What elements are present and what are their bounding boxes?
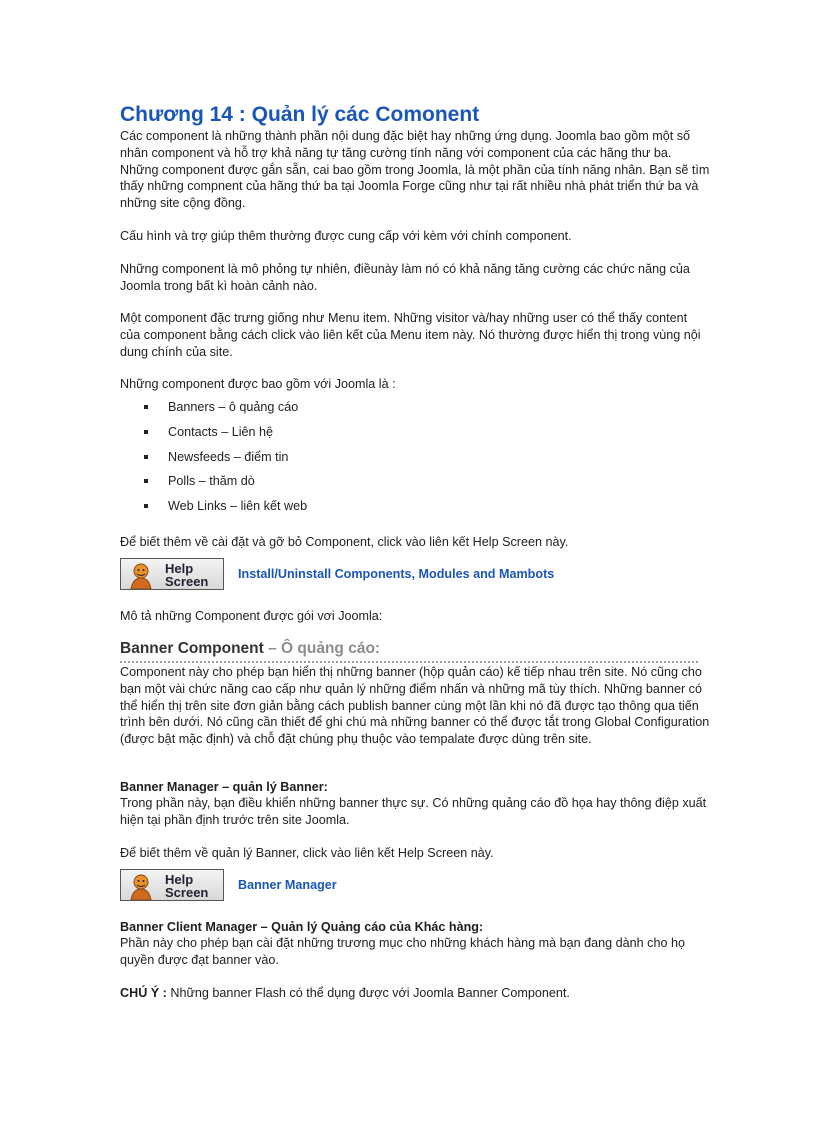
note-text: Những banner Flash có thể dụng được với Joomla Banner Component. bbox=[166, 986, 570, 1000]
list-item bbox=[120, 498, 710, 523]
describe-paragraph: Mô tả những Component được gói vơi Joomla: bbox=[120, 609, 383, 623]
bullet-icon bbox=[144, 430, 148, 434]
note-label: CHÚ Ý : bbox=[120, 986, 167, 1000]
banner-client-body: Phần này cho phép bạn cài đặt những trương mục cho những khách hàng mà bạn đang dành cho họ quyền được đạt banner vào. bbox=[120, 936, 685, 967]
help-screen-row-install bbox=[120, 558, 710, 592]
list-item-label: Web Links – liên kết web bbox=[168, 499, 308, 514]
list-item bbox=[120, 473, 710, 498]
chapter-title: Chương 14 : Quản lý các Comonent bbox=[120, 103, 480, 126]
install-paragraph: Để biết thêm về cài đặt và gỡ bỏ Component, click vào liên kết Help Screen này. bbox=[120, 535, 569, 549]
component-list bbox=[120, 399, 710, 523]
list-item-label: Polls – thăm dò bbox=[168, 474, 255, 489]
help-screen-row-banner bbox=[120, 869, 710, 903]
list-item-label: Banners – ô quảng cáo bbox=[168, 400, 299, 414]
banner-client-heading: Banner Client Manager – Quản lý Quảng cáo của Khác hàng: bbox=[120, 920, 484, 934]
help-person-icon bbox=[127, 561, 155, 589]
list-item bbox=[120, 449, 710, 474]
list-item-label: Contacts – Liên hệ bbox=[168, 424, 274, 439]
list-item bbox=[120, 424, 710, 449]
bullet-icon bbox=[144, 479, 148, 483]
help-screen-label: Help Screen bbox=[165, 872, 209, 900]
install-uninstall-link[interactable]: Install/Uninstall Components, Modules and Mambots bbox=[238, 567, 555, 581]
banner-component-body: Component này cho phép bạn hiển thị những banner (hộp quản cáo) kế tiếp nhau trên site. Nó cũng cho bạn một vài chức năng cao cấp như quản lý những điểm nhấn và những mã tùy thích. Những banner có thể hiển thị trên site đơn giản bằng cách publish banner cùng một lần khi nó đã được tạo thông qua tiến trình bên dưới. Nó cũng cần thiết để ghi chú mà những banner có thể được tắt trong Global Configuration (được bật mặc định) và chỗ đặt chúng phụ thuộc vào tempalate được dùng trên site. bbox=[120, 665, 710, 747]
menu-item-paragraph: Một component đặc trưng giống như Menu item. Những visitor và/hay những user có thể thấy content của component bằng cách click vào liên kết của Menu item này. Nó thường được hiển thị trong vùng nội dung chính của site. bbox=[120, 311, 701, 359]
banner-manager-link[interactable]: Banner Manager bbox=[238, 878, 337, 892]
banner-manager-more: Để biết thêm về quản lý Banner, click vào liên kết Help Screen này. bbox=[120, 846, 494, 860]
bullet-icon bbox=[144, 455, 148, 459]
list-item bbox=[120, 399, 710, 424]
help-screen-label: Help Screen bbox=[165, 561, 209, 589]
banner-manager-heading: Banner Manager – quản lý Banner: bbox=[120, 780, 328, 794]
config-paragraph: Cấu hình và trợ giúp thêm thường được cung cấp với kèm với chính component. bbox=[120, 229, 572, 243]
note-paragraph bbox=[120, 985, 570, 1002]
section-heading-main: Banner Component bbox=[120, 640, 264, 657]
bullet-icon bbox=[144, 405, 148, 409]
banner-manager-body: Trong phần này, bạn điều khiển những banner thực sự. Có những quảng cáo đồ họa hay thông điệp xuất hiện tại phần định trước trên site Joomla. bbox=[120, 796, 707, 827]
banner-component-heading bbox=[120, 640, 698, 663]
natural-paragraph: Những component là mô phỏng tự nhiên, điềunày làm nó có khả năng tăng cường các chức năng của Joomla trong bất kì hoàn cảnh nào. bbox=[120, 262, 690, 293]
help-screen-button[interactable] bbox=[120, 558, 224, 590]
section-heading-sub: – Ô quảng cáo: bbox=[263, 640, 381, 657]
bullet-icon bbox=[144, 504, 148, 508]
list-item-label: Newsfeeds – điểm tin bbox=[168, 449, 289, 464]
included-paragraph: Những component được bao gồm với Joomla là : bbox=[120, 377, 396, 391]
help-screen-button[interactable] bbox=[120, 869, 224, 901]
help-person-icon bbox=[127, 872, 155, 900]
intro-paragraph: Các component là những thành phần nội dung đặc biệt hay những ứng dụng. Joomla bao gồm một số nhân component và hỗ trợ khả năng tự tăng cường tính năng với component của các hãng thư ba. Những component được gắn sẵn, cai bao gồm trong Joomla, là một phần của tính năng nhân. Bạn sẽ tìm thấy những compnent của hãng thứ ba tại Joomla Forge cũng như tại rất nhiều nhà phát triển thứ ba và những site cộng đồng. bbox=[120, 129, 710, 211]
